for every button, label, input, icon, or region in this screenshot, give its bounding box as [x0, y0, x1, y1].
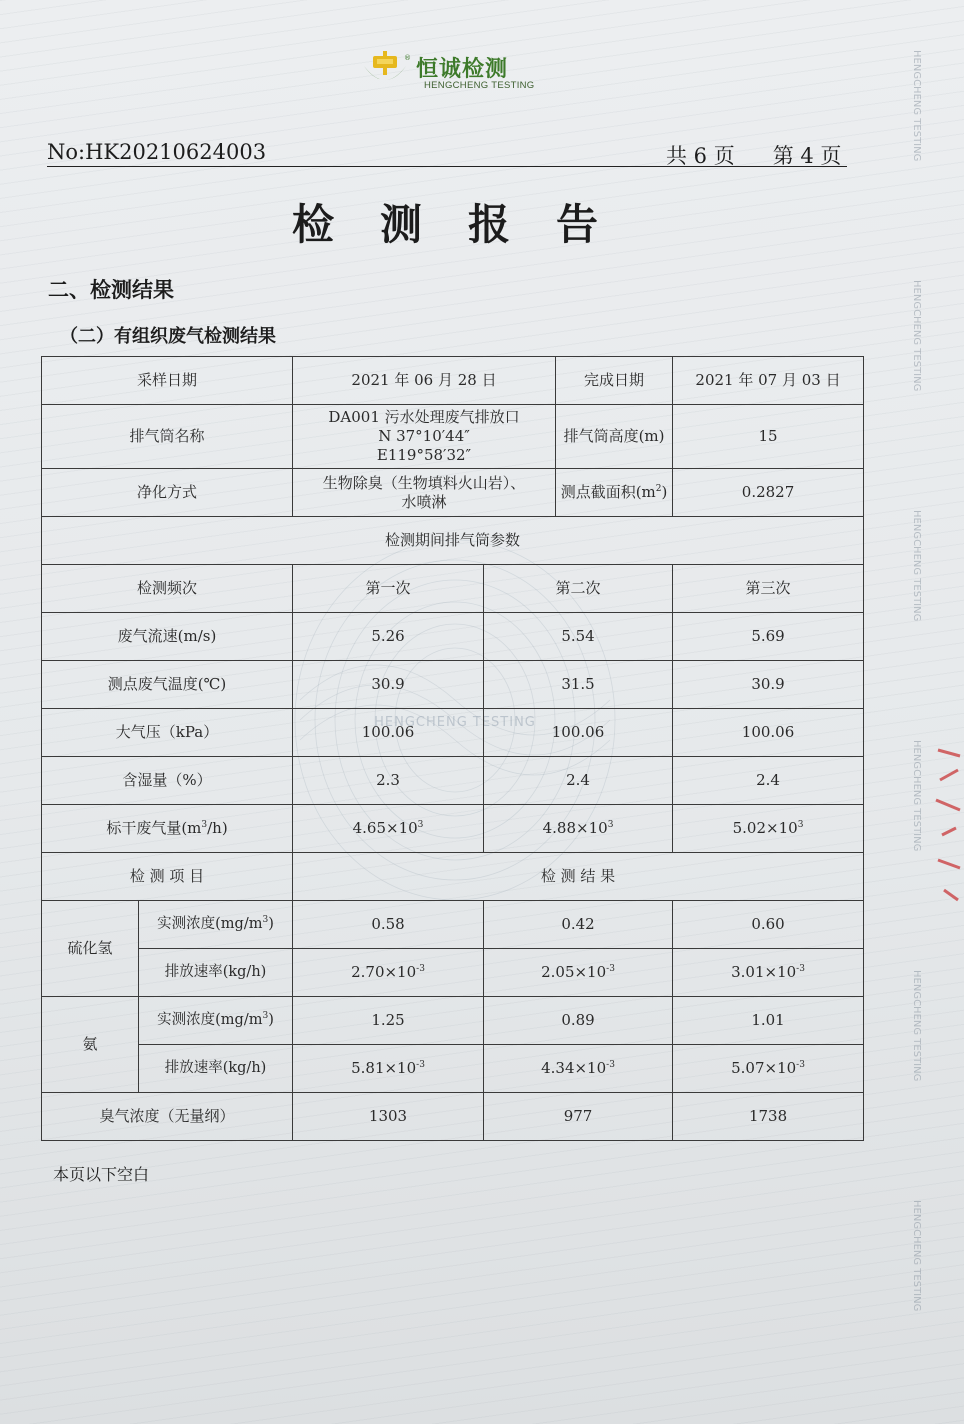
std-flow-label: [42, 805, 293, 853]
param-value: 2.3: [293, 757, 484, 805]
value-exp: -3: [796, 964, 805, 974]
table-row: [42, 1093, 864, 1141]
rate-value: [673, 1045, 864, 1093]
param-value: 31.5: [484, 661, 673, 709]
conc-value: 0.58: [293, 901, 484, 949]
current-page: 第 4 页: [772, 144, 842, 168]
label-sup: 3: [201, 820, 208, 830]
purification-label: 净化方式: [42, 469, 293, 517]
table-row: [42, 709, 864, 757]
value-exp: -3: [796, 1060, 805, 1070]
param-value: 100.06: [484, 709, 673, 757]
side-text-line: HENGCHENG TESTING: [911, 970, 922, 1082]
logo-name-cn: 恒诚检测: [416, 57, 509, 82]
table-row: [42, 517, 864, 565]
stack-name-line: E119°58′32″: [376, 446, 472, 464]
section-area-label: [556, 469, 673, 517]
watermark-text: HENGCHENG TESTING: [374, 715, 536, 730]
value-exp: -3: [606, 964, 615, 974]
value-base: 2.05×10: [541, 963, 607, 981]
registered-mark: ®: [404, 54, 411, 62]
side-text-line: HENGCHENG TESTING: [911, 1200, 922, 1312]
param-value: 30.9: [673, 661, 864, 709]
value-base: 4.34×10: [541, 1059, 607, 1077]
conc-label: [139, 901, 293, 949]
pollutant-nh3: 氨: [42, 997, 139, 1093]
param-value: 30.9: [293, 661, 484, 709]
param-value: 100.06: [673, 709, 864, 757]
stack-height-label: 排气筒高度(m): [556, 405, 673, 469]
value-base: 5.81×10: [351, 1059, 417, 1077]
rate-value: [673, 949, 864, 997]
table-row: [42, 565, 864, 613]
frequency-label: 检测频次: [42, 565, 293, 613]
side-security-text: [902, 30, 932, 1410]
conc-value: 0.89: [484, 997, 673, 1045]
param-label: 含湿量（%）: [42, 757, 293, 805]
table-row: [42, 357, 864, 405]
odor-value: 1303: [293, 1093, 484, 1141]
param-value: 2.4: [673, 757, 864, 805]
completion-date-value: 2021 年 07 月 03 日: [673, 357, 864, 405]
param-value: 100.06: [293, 709, 484, 757]
label-sup: 3: [262, 1011, 269, 1022]
param-value: 5.54: [484, 613, 673, 661]
run-header: 第三次: [673, 565, 864, 613]
value-exp: 3: [797, 820, 804, 830]
item-header: 检 测 项 目: [42, 853, 293, 901]
param-label: 大气压（kPa）: [42, 709, 293, 757]
value-base: 4.65×10: [352, 819, 418, 837]
value-exp: 3: [417, 820, 424, 830]
purification-line: 生物除臭（生物填料火山岩）、: [322, 473, 526, 492]
param-label: 废气流速(m/s): [42, 613, 293, 661]
logo-name-en: HENGCHENG TESTING: [424, 80, 535, 91]
odor-value: 977: [484, 1093, 673, 1141]
table-row: [42, 901, 864, 949]
std-flow-value: [673, 805, 864, 853]
value-exp: -3: [416, 1060, 425, 1070]
table-row: [42, 757, 864, 805]
blank-page-note: 本页以下空白: [53, 1165, 150, 1184]
odor-label: 臭气浓度（无量纲）: [42, 1093, 293, 1141]
header-divider: [47, 166, 847, 167]
value-exp: -3: [606, 1060, 615, 1070]
seal-stamp-edge: [930, 740, 964, 920]
label-text: 实测浓度(mg/m: [157, 1012, 263, 1028]
company-logo: [360, 50, 540, 94]
param-value: 5.69: [673, 613, 864, 661]
rate-label: 排放速率(kg/h): [139, 949, 293, 997]
run-header: 第二次: [484, 565, 673, 613]
rate-value: [484, 1045, 673, 1093]
stack-name-line: DA001 污水处理废气排放口: [328, 408, 520, 426]
label-text: 标干废气量(m: [106, 819, 202, 837]
value-base: 3.01×10: [731, 963, 797, 981]
result-header: 检 测 结 果: [293, 853, 864, 901]
completion-date-label: 完成日期: [556, 357, 673, 405]
exhaust-results-table: [41, 356, 864, 1141]
std-flow-value: [484, 805, 673, 853]
conc-value: 0.60: [673, 901, 864, 949]
params-header: 检测期间排气筒参数: [42, 517, 864, 565]
logo-emblem-icon: [360, 50, 410, 90]
param-label: 测点废气温度(℃): [42, 661, 293, 709]
stack-name-value: [293, 405, 556, 469]
side-text-line: HENGCHENG TESTING: [911, 740, 922, 852]
subsection-title: （二）有组织废气检测结果: [60, 326, 276, 347]
param-value: 2.4: [484, 757, 673, 805]
sampling-date-label: 采样日期: [42, 357, 293, 405]
stack-height-value: 15: [673, 405, 864, 469]
table-row: [42, 613, 864, 661]
value-exp: -3: [416, 964, 425, 974]
rate-value: [293, 1045, 484, 1093]
value-base: 5.07×10: [731, 1059, 797, 1077]
pollutant-h2s: 硫化氢: [42, 901, 139, 997]
conc-value: 0.42: [484, 901, 673, 949]
value-exp: 3: [607, 820, 614, 830]
table-row: [42, 661, 864, 709]
value-base: 2.70×10: [351, 963, 417, 981]
table-row: [42, 1045, 864, 1093]
side-text-line: HENGCHENG TESTING: [911, 510, 922, 622]
section-title: 二、检测结果: [48, 278, 174, 302]
total-pages: 共 6 页: [666, 144, 735, 168]
std-flow-value: [293, 805, 484, 853]
stack-name-label: 排气筒名称: [42, 405, 293, 469]
table-row: [42, 853, 864, 901]
report-number: No:HK20210624003: [47, 140, 267, 164]
purification-line: 水喷淋: [401, 492, 447, 511]
label-sup: 2: [655, 484, 662, 494]
label-text: 测点截面积(m: [560, 483, 656, 501]
section-area-value: 0.2827: [673, 469, 864, 517]
rate-value: [484, 949, 673, 997]
rate-label: 排放速率(kg/h): [139, 1045, 293, 1093]
value-base: 5.02×10: [732, 819, 798, 837]
label-text: /h): [207, 819, 228, 837]
sampling-date-value: 2021 年 06 月 28 日: [293, 357, 556, 405]
label-sup: 3: [262, 915, 269, 926]
side-text-line: HENGCHENG TESTING: [911, 50, 922, 162]
label-text: ): [268, 1012, 274, 1028]
table-row: [42, 469, 864, 517]
table-row: [42, 805, 864, 853]
param-value: 5.26: [293, 613, 484, 661]
value-base: 4.88×10: [542, 819, 608, 837]
document-title: 检测报告: [292, 200, 645, 249]
label-text: ): [268, 916, 274, 932]
table-row: [42, 997, 864, 1045]
rate-value: [293, 949, 484, 997]
table-row: [42, 405, 864, 469]
purification-value: [293, 469, 556, 517]
table-row: [42, 949, 864, 997]
label-text: 实测浓度(mg/m: [157, 916, 263, 932]
stack-name-line: N 37°10′44″: [378, 427, 470, 445]
run-header: 第一次: [293, 565, 484, 613]
conc-value: 1.25: [293, 997, 484, 1045]
odor-value: 1738: [673, 1093, 864, 1141]
conc-value: 1.01: [673, 997, 864, 1045]
label-text: ): [661, 483, 668, 501]
side-text-line: HENGCHENG TESTING: [911, 280, 922, 392]
conc-label: [139, 997, 293, 1045]
